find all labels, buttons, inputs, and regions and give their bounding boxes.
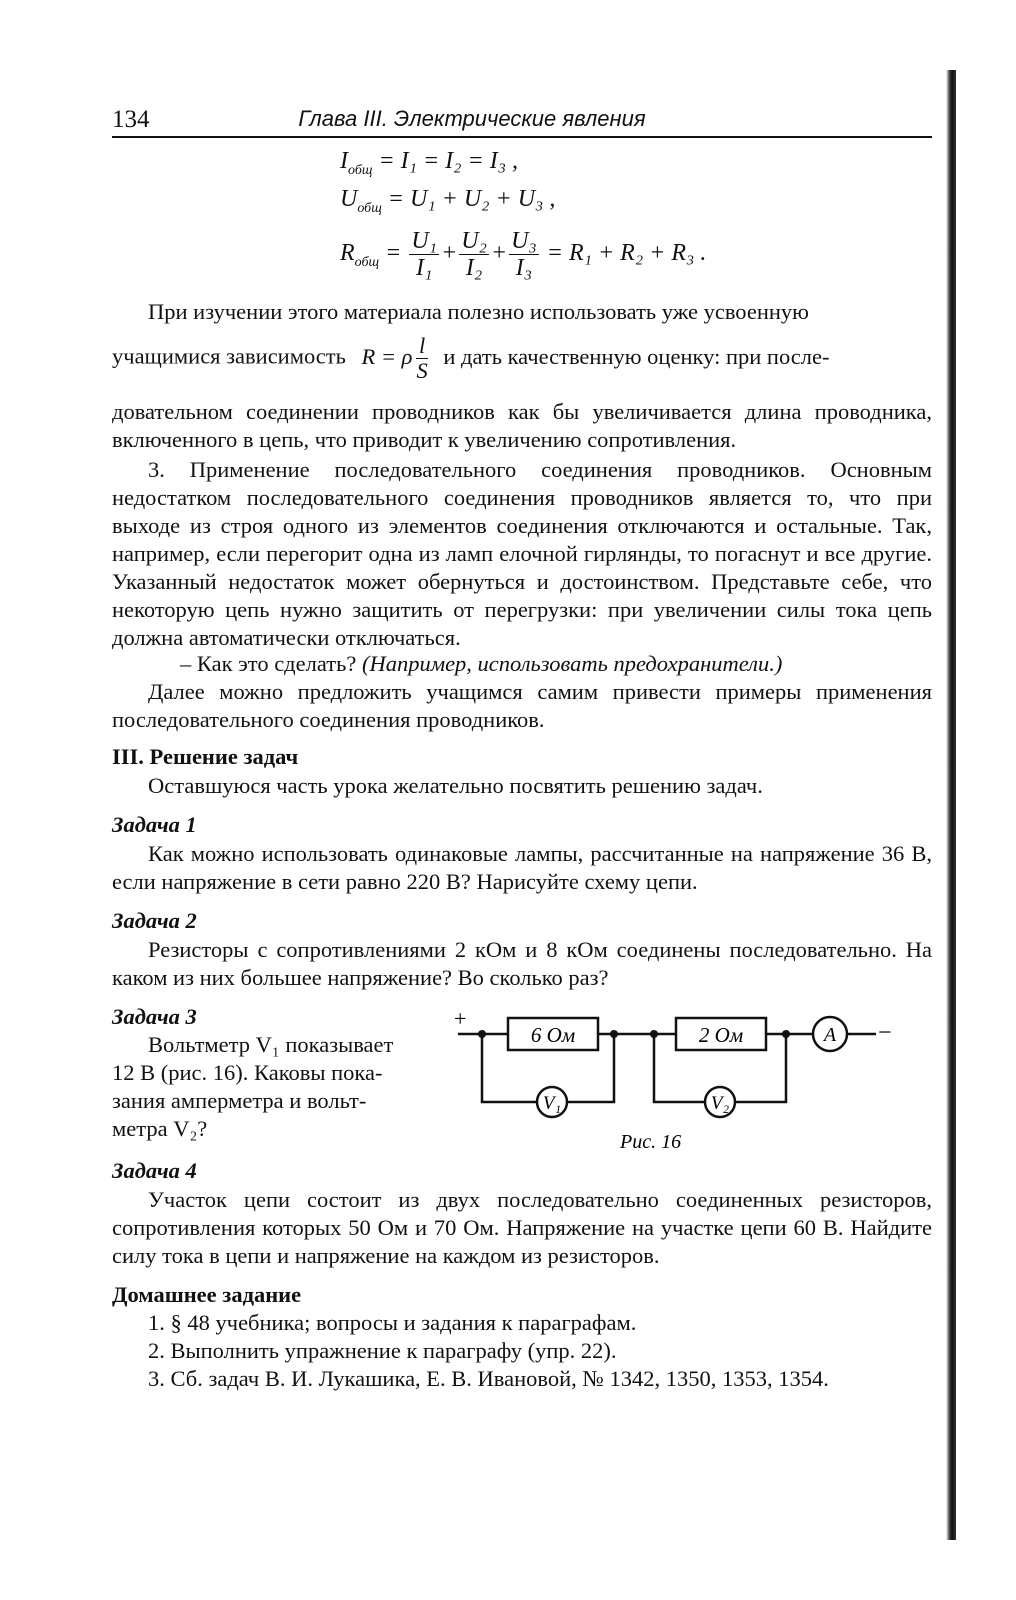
terminal-minus: − xyxy=(878,1020,892,1046)
running-head: Глава III. Электрические явления xyxy=(298,106,646,131)
task-3-line-4: метра V₂? xyxy=(112,1116,208,1141)
node-1 xyxy=(478,1030,486,1038)
intro-line2: учащимися зависимость R = ρ $\frac{l}{S}$ и дать качественную оценку: при после- xyxy=(112,333,830,383)
task-1-text: Как можно использовать одинаковые лампы, рассчитанные на напряжение 36 В, если напряжение в сети равно 220 В? Нарисуйте схему цепи. xyxy=(112,841,932,894)
resistor-2-label: 2 Ом xyxy=(698,1023,744,1047)
section-3-question: – Как это сделать? (Например, использовать предохранители.) xyxy=(180,651,783,676)
node-3 xyxy=(650,1030,658,1038)
formula-voltage: $U_{общ} = U_1 + U_2 + U_3$ , xyxy=(340,186,556,216)
node-2 xyxy=(610,1030,618,1038)
figure-caption: Рис. 16 xyxy=(620,1131,682,1153)
task-3-title: Задача 3 xyxy=(112,1004,197,1029)
intro-rest: довательном соединении проводников как бы увеличивается длина проводника, включенного в цепь, что приводит к увеличению сопротивления. xyxy=(112,399,932,452)
homework-item-3: 3. Сб. задач В. И. Лукашика, Е. В. Ивановой, № 1342, 1350, 1353, 1354. xyxy=(148,1366,829,1391)
section-3-followup: Далее можно предложить учащимся самим привести примеры применения последовательного соединения проводников. xyxy=(112,679,932,732)
task-2-text: Резисторы с сопротивлениями 2 кОм и 8 кОм соединены последовательно. На каком из них большее напряжение? Во сколько раз? xyxy=(112,937,932,990)
homework-item-1: 1. § 48 учебника; вопросы и задания к параграфам. xyxy=(148,1310,637,1335)
part-3-text: Оставшуюся часть урока желательно посвятить решению задач. xyxy=(148,773,763,798)
task-4-title: Задача 4 xyxy=(112,1158,197,1183)
fraction-l-over-s: $\frac{l}{S}$ xyxy=(416,333,428,383)
page-number: 134 xyxy=(112,106,150,133)
page-header xyxy=(112,104,932,138)
voltmeter-2-label: V₂ xyxy=(710,1093,730,1114)
task-3-line-2: 12 В (рис. 16). Каковы пока- xyxy=(112,1060,383,1085)
circuit-diagram-fig16 xyxy=(450,1000,930,1160)
ammeter-label: A xyxy=(823,1024,837,1046)
task-4-text: Участок цепи состоит из двух последовательно соединенных резисторов, сопротивления которых 50 Ом и 70 Ом. Напряжение на участке цепи 60 В. Найдите силу тока в цепи и напряжение на каждом из резисторов. xyxy=(112,1187,932,1268)
homework-item-2: 2. Выполнить упражнение к параграфу (упр. 22). xyxy=(148,1338,617,1363)
formula-current: $I_{общ} = I_1 = I_2 = I_3$ , xyxy=(340,148,519,178)
task-2-title: Задача 2 xyxy=(112,908,197,933)
section-3-text: 3. Применение последовательного соединения проводников. Основным недостатком последовательного соединения проводников является то, что при выходе из строя одного из элементов соединения отключаются и остальные. Так, например, если перегорит одна из ламп елочной гирлянды, то погаснут и все другие. Указанный недостаток может обернуться и достоинством. Представьте себе, что некоторую цепь нужно защитить от перегрузки: при увеличении силы тока цепь должна автоматически отключаться. xyxy=(112,457,932,650)
task-1-title: Задача 1 xyxy=(112,812,197,837)
resistor-1-label: 6 Ом xyxy=(530,1023,576,1047)
voltmeter-1-label: V₁ xyxy=(542,1093,562,1114)
terminal-plus: + xyxy=(454,1006,467,1031)
formula-resistance: $R_{общ}$ = $\frac{\text{U₁}}{\text{I₁}}$ + $\frac{\text{U₂}}{\text{I₂}}$ + $\frac{\text{U₃}}{\text{I₃}}$ = R₁ + R₂ + R₃ . xyxy=(340,228,707,281)
homework-heading: Домашнее задание xyxy=(112,1282,302,1307)
task-3-line-3: зания амперметра и вольт- xyxy=(112,1088,367,1113)
part-3-heading: III. Решение задач xyxy=(112,744,299,769)
node-4 xyxy=(782,1030,790,1038)
page-edge-shadow xyxy=(946,70,956,1540)
task-3-line-1: Вольтметр V₁ показывает xyxy=(148,1032,394,1057)
intro-line1: При изучении этого материала полезно использовать уже усвоенную xyxy=(148,299,809,324)
